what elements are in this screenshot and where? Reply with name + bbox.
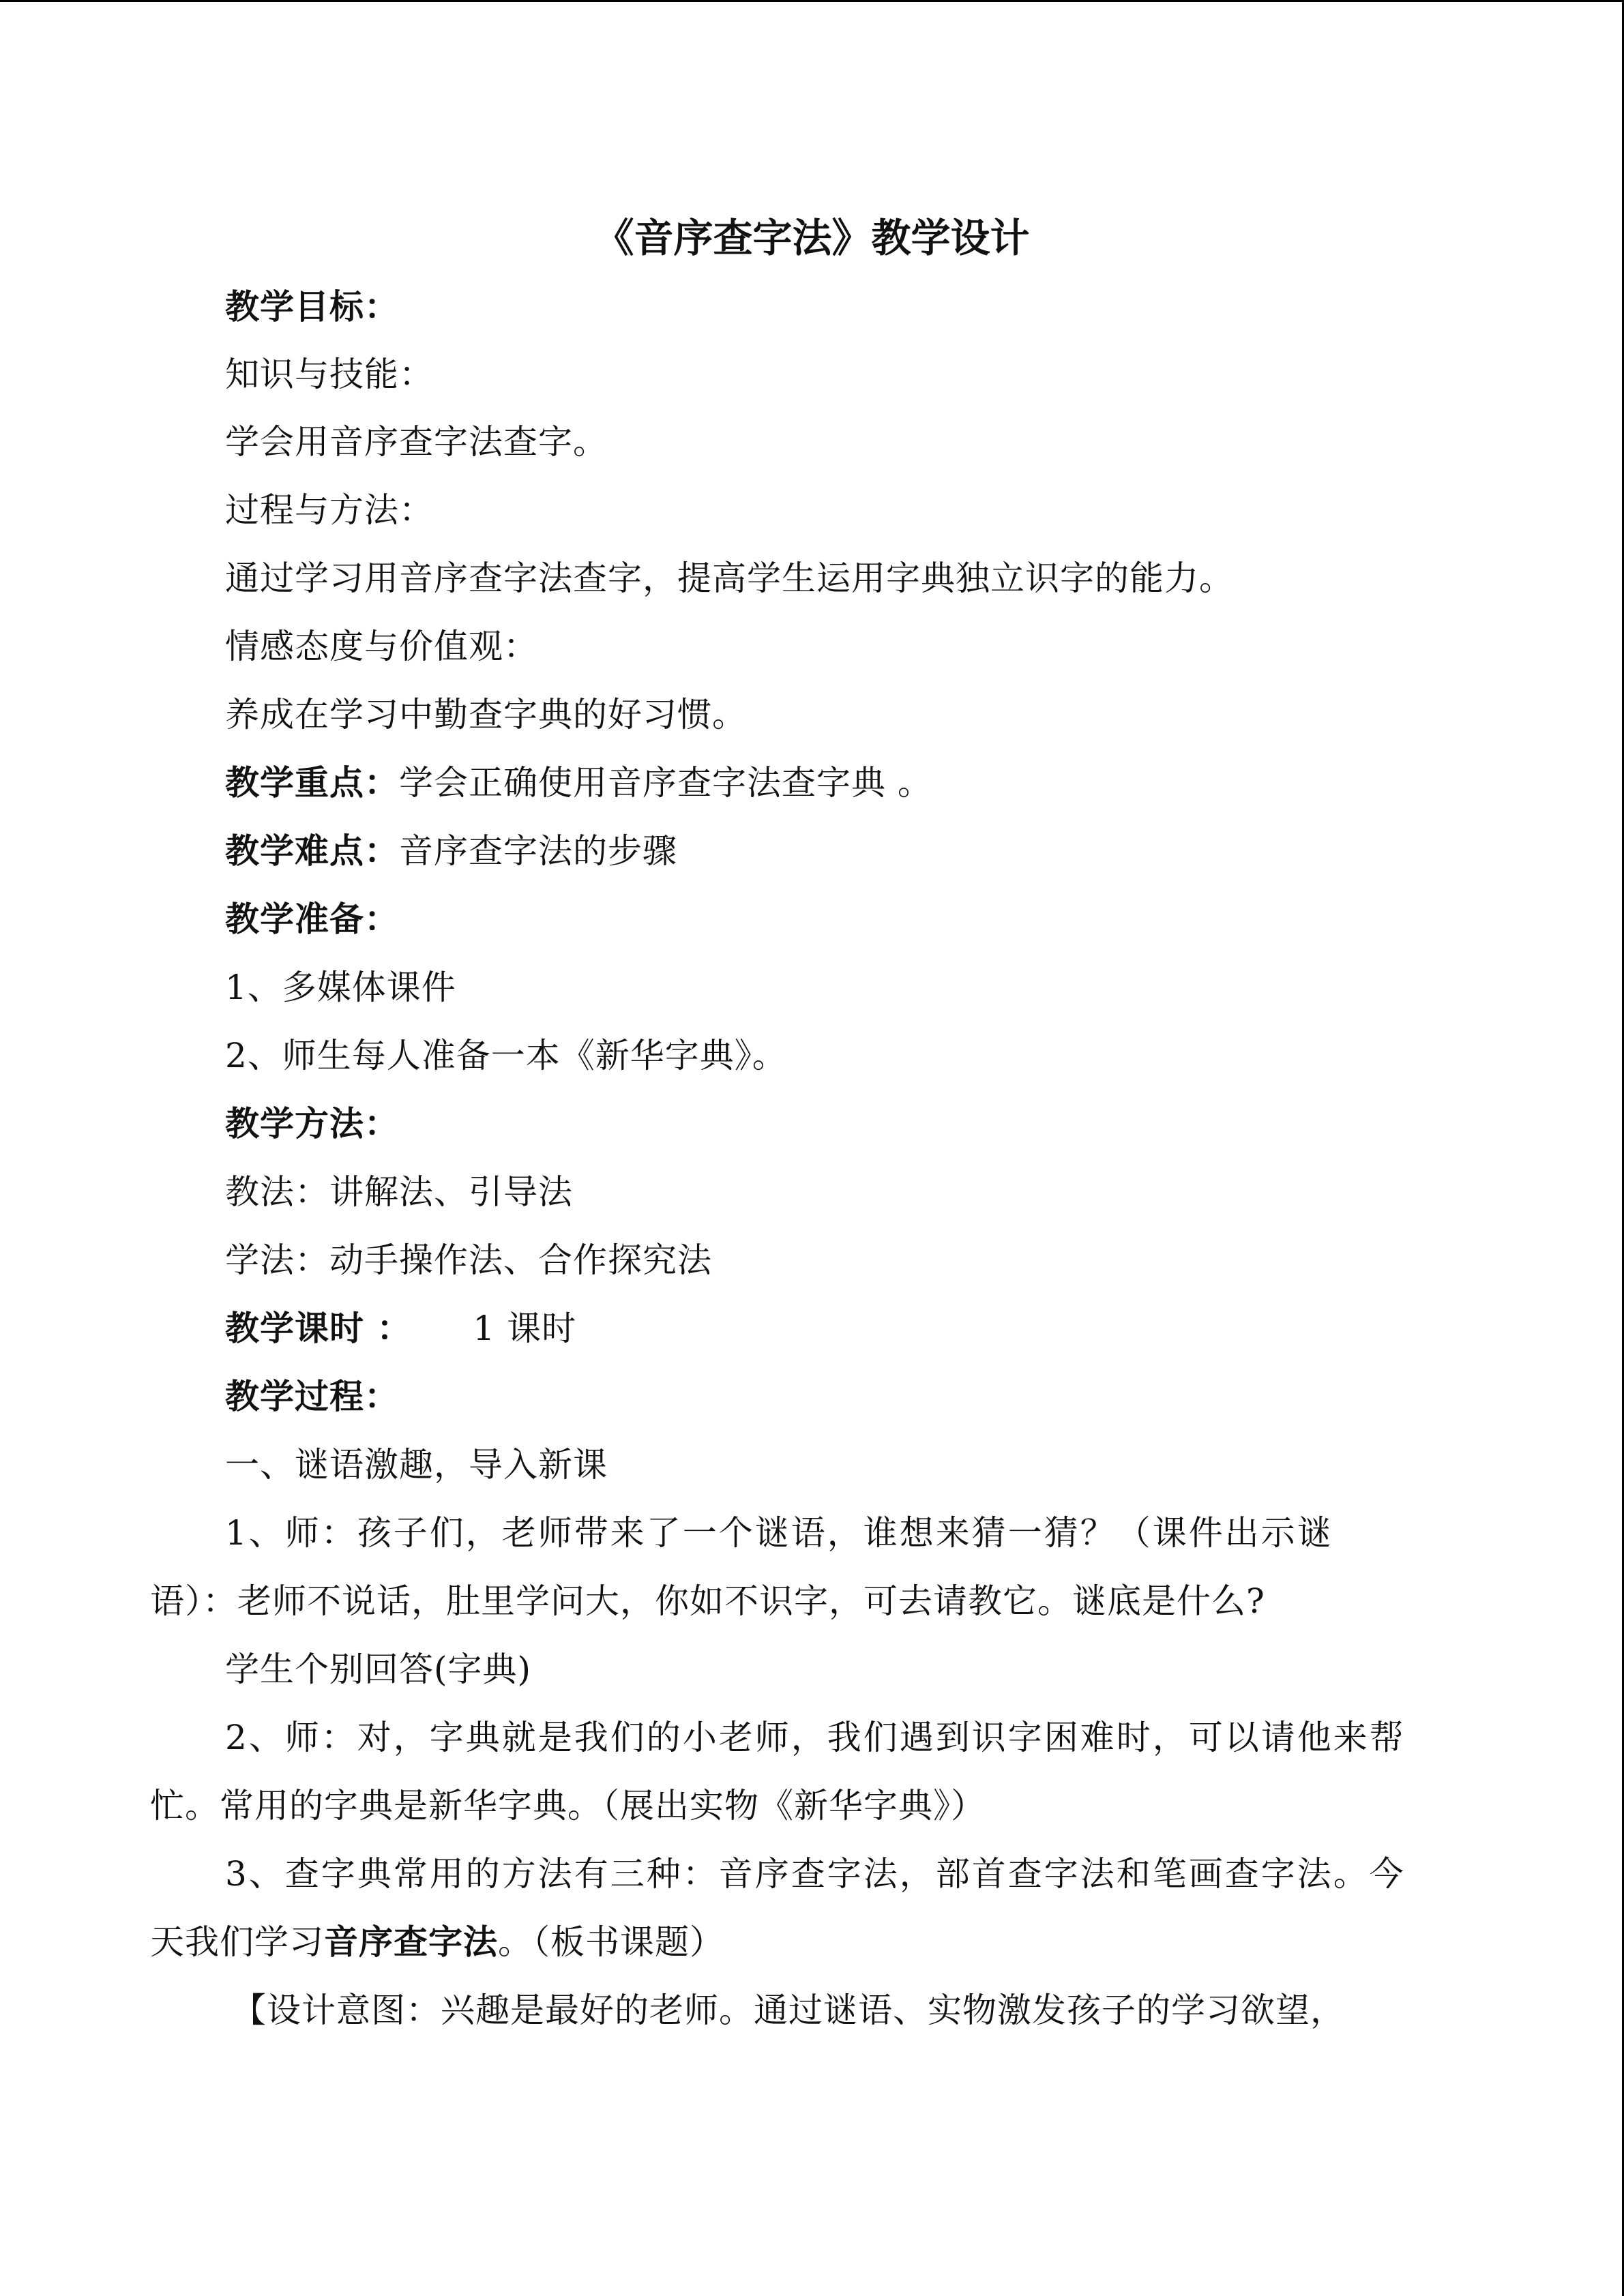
preparation-heading: 教学准备： xyxy=(225,899,399,939)
step2-line1: 2、师：对，字典就是我们的小老师，我们遇到识字困难时，可以请他来帮 xyxy=(225,1718,1406,1757)
step2-line2: 忙。常用的字典是新华字典。（展出实物《新华字典》） xyxy=(150,1786,986,1825)
difficulty-text: 音序查字法的步骤 xyxy=(399,831,677,871)
step3-line2-suffix: 。（板书课题） xyxy=(498,1922,724,1962)
key-point-line xyxy=(225,762,932,803)
learning-method: 学法：动手操作法、合作探究法 xyxy=(225,1240,712,1280)
knowledge-text: 学会用音序查字法查字。 xyxy=(225,422,608,462)
hours-label: 教学课时 ： xyxy=(225,1308,412,1348)
emotion-text: 养成在学习中勤查字典的好习惯。 xyxy=(225,695,747,734)
document-title: 《音序查字法》教学设计 xyxy=(594,215,1030,261)
emotion-heading: 情感态度与价值观： xyxy=(225,627,538,666)
hours-value: 1 课时 xyxy=(473,1309,577,1348)
difficulty-line xyxy=(225,831,677,871)
hours-line xyxy=(225,1308,576,1349)
process-steps-heading: 教学过程： xyxy=(225,1376,399,1416)
preparation-item: 2、师生每人准备一本《新华字典》。 xyxy=(225,1036,787,1075)
knowledge-heading: 知识与技能： xyxy=(225,355,434,394)
step3-line2-prefix: 天我们学习 xyxy=(150,1922,324,1962)
key-point-text: 学会正确使用音序查字法查字典 。 xyxy=(399,763,932,803)
section1-heading: 一、谜语激趣，导入新课 xyxy=(225,1445,608,1485)
goals-heading: 教学目标： xyxy=(225,286,399,327)
step3-line1: 3、查字典常用的方法有三种：音序查字法，部首查字法和笔画查字法。今 xyxy=(225,1854,1406,1894)
preparation-item: 1、多媒体课件 xyxy=(225,968,456,1007)
step1-line1: 1、师：孩子们，老师带来了一个谜语，谁想来猜一猜？（课件出示谜 xyxy=(225,1513,1333,1553)
process-text: 通过学习用音序查字法查字，提高学生运用字典独立识字的能力。 xyxy=(225,558,1234,598)
design-intent: 【设计意图：兴趣是最好的老师。通过谜语、实物激发孩子的学习欲望， xyxy=(232,1991,1345,2030)
process-heading: 过程与方法： xyxy=(225,490,434,530)
methods-heading: 教学方法： xyxy=(225,1103,399,1144)
step1-answer: 学生个别回答(字典) xyxy=(225,1650,532,1689)
step3-line2 xyxy=(150,1922,724,1963)
difficulty-label: 教学难点： xyxy=(225,831,399,871)
key-point-label: 教学重点： xyxy=(225,762,399,803)
step1-line2: 语）：老师不说话，肚里学问大，你如不识字，可去请教它。谜底是什么? xyxy=(150,1581,1265,1621)
step3-method-name: 音序查字法 xyxy=(324,1922,498,1962)
teaching-method: 教法：讲解法、引导法 xyxy=(225,1172,573,1212)
